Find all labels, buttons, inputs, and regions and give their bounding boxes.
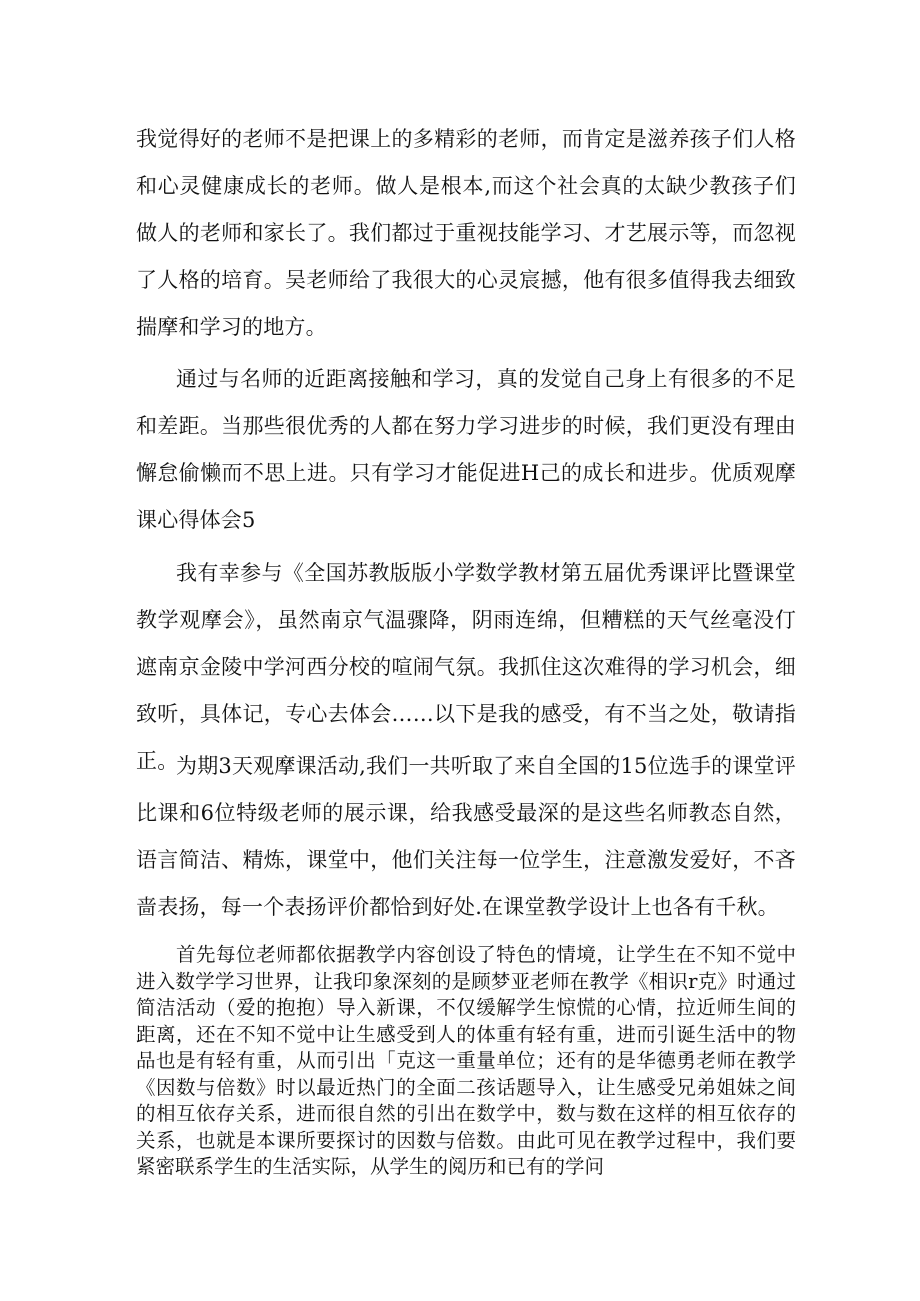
paragraph-good-teacher: 我觉得好的老师不是把课上的多精彩的老师，而肯定是滋养孩子们人格和心灵健康成长的老师。做人是根本,而这个社会真的太缺少教孩子们做人的老师和家长了。我们都过于重视技能学习、才艺展示等，而忽视了人格的培育。吴老师给了我很大的心灵宸撼，他有很多值得我去细致揣摩和学习的地方。 — [136, 127, 796, 339]
paragraph-observation-meeting: 我有幸参与《全国苏教版版小学数学教材第五届优秀课评比暨课堂教学观摩会》，虽然南京气温骤降，阴雨连绵，但糟糕的天气丝毫没仃遮南京金陵中学河西分校的喧闹气氛。我抓住这次难得的学习机会，细致听，具体记，专心去体会……以下是我的感受，有不当之处，敬请指正。 — [136, 561, 796, 773]
paragraph-learning-from-masters: 通过与名师的近距离接触和学习，真的发觉自己身上有很多的不足和差距。当那些很优秀的人都在努力学习进步的时候，我们更没有理由懈怠偷懒而不思上进。只有学习才能促进H己的成长和进步。优质观摩课心得体会5 — [136, 367, 796, 532]
paragraph-teaching-situations: 首先每位老师都依据教学内容创设了特色的情境，让学生在不知不觉中进入数学学习世界，让我印象深刻的是顾梦亚老师在教学《相识r克》时通过简洁活动（爱的抱抱）导入新课，不仅缓解学生惊慌的心情，拉近师生间的距离，还在不知不觉中让生感受到人的体重有轻有重，进而引诞生活中的物品也是有轻有重，从而引出「克这一重量单位；还有的是华德勇老师在教学《因数与倍数》时以最近热门的全面二孩话题导入，让生感受兄弟姐妹之间的相互依存关系，进而很自然的引出在数学中，数与数在这样的相互依存的关系，也就是本课所要探讨的因数与倍数。由此可见在教学过程中，我们要紧密联系学生的生活实际，从学生的阅历和已有的学问 — [136, 943, 796, 1178]
paragraph-three-day-activity: 为期3天观摩课活动,我们一共听取了来自全国的15位选手的课堂评比课和6位特级老师的展示课，给我感受最深的是这些名师教态自然，语言简洁、精炼，课堂中，他们关注每一位学生，注意激发爱好，不吝啬表扬，每一个表扬评价都恰到好处.在课堂教学设计上也各有千秋。 — [136, 754, 796, 919]
